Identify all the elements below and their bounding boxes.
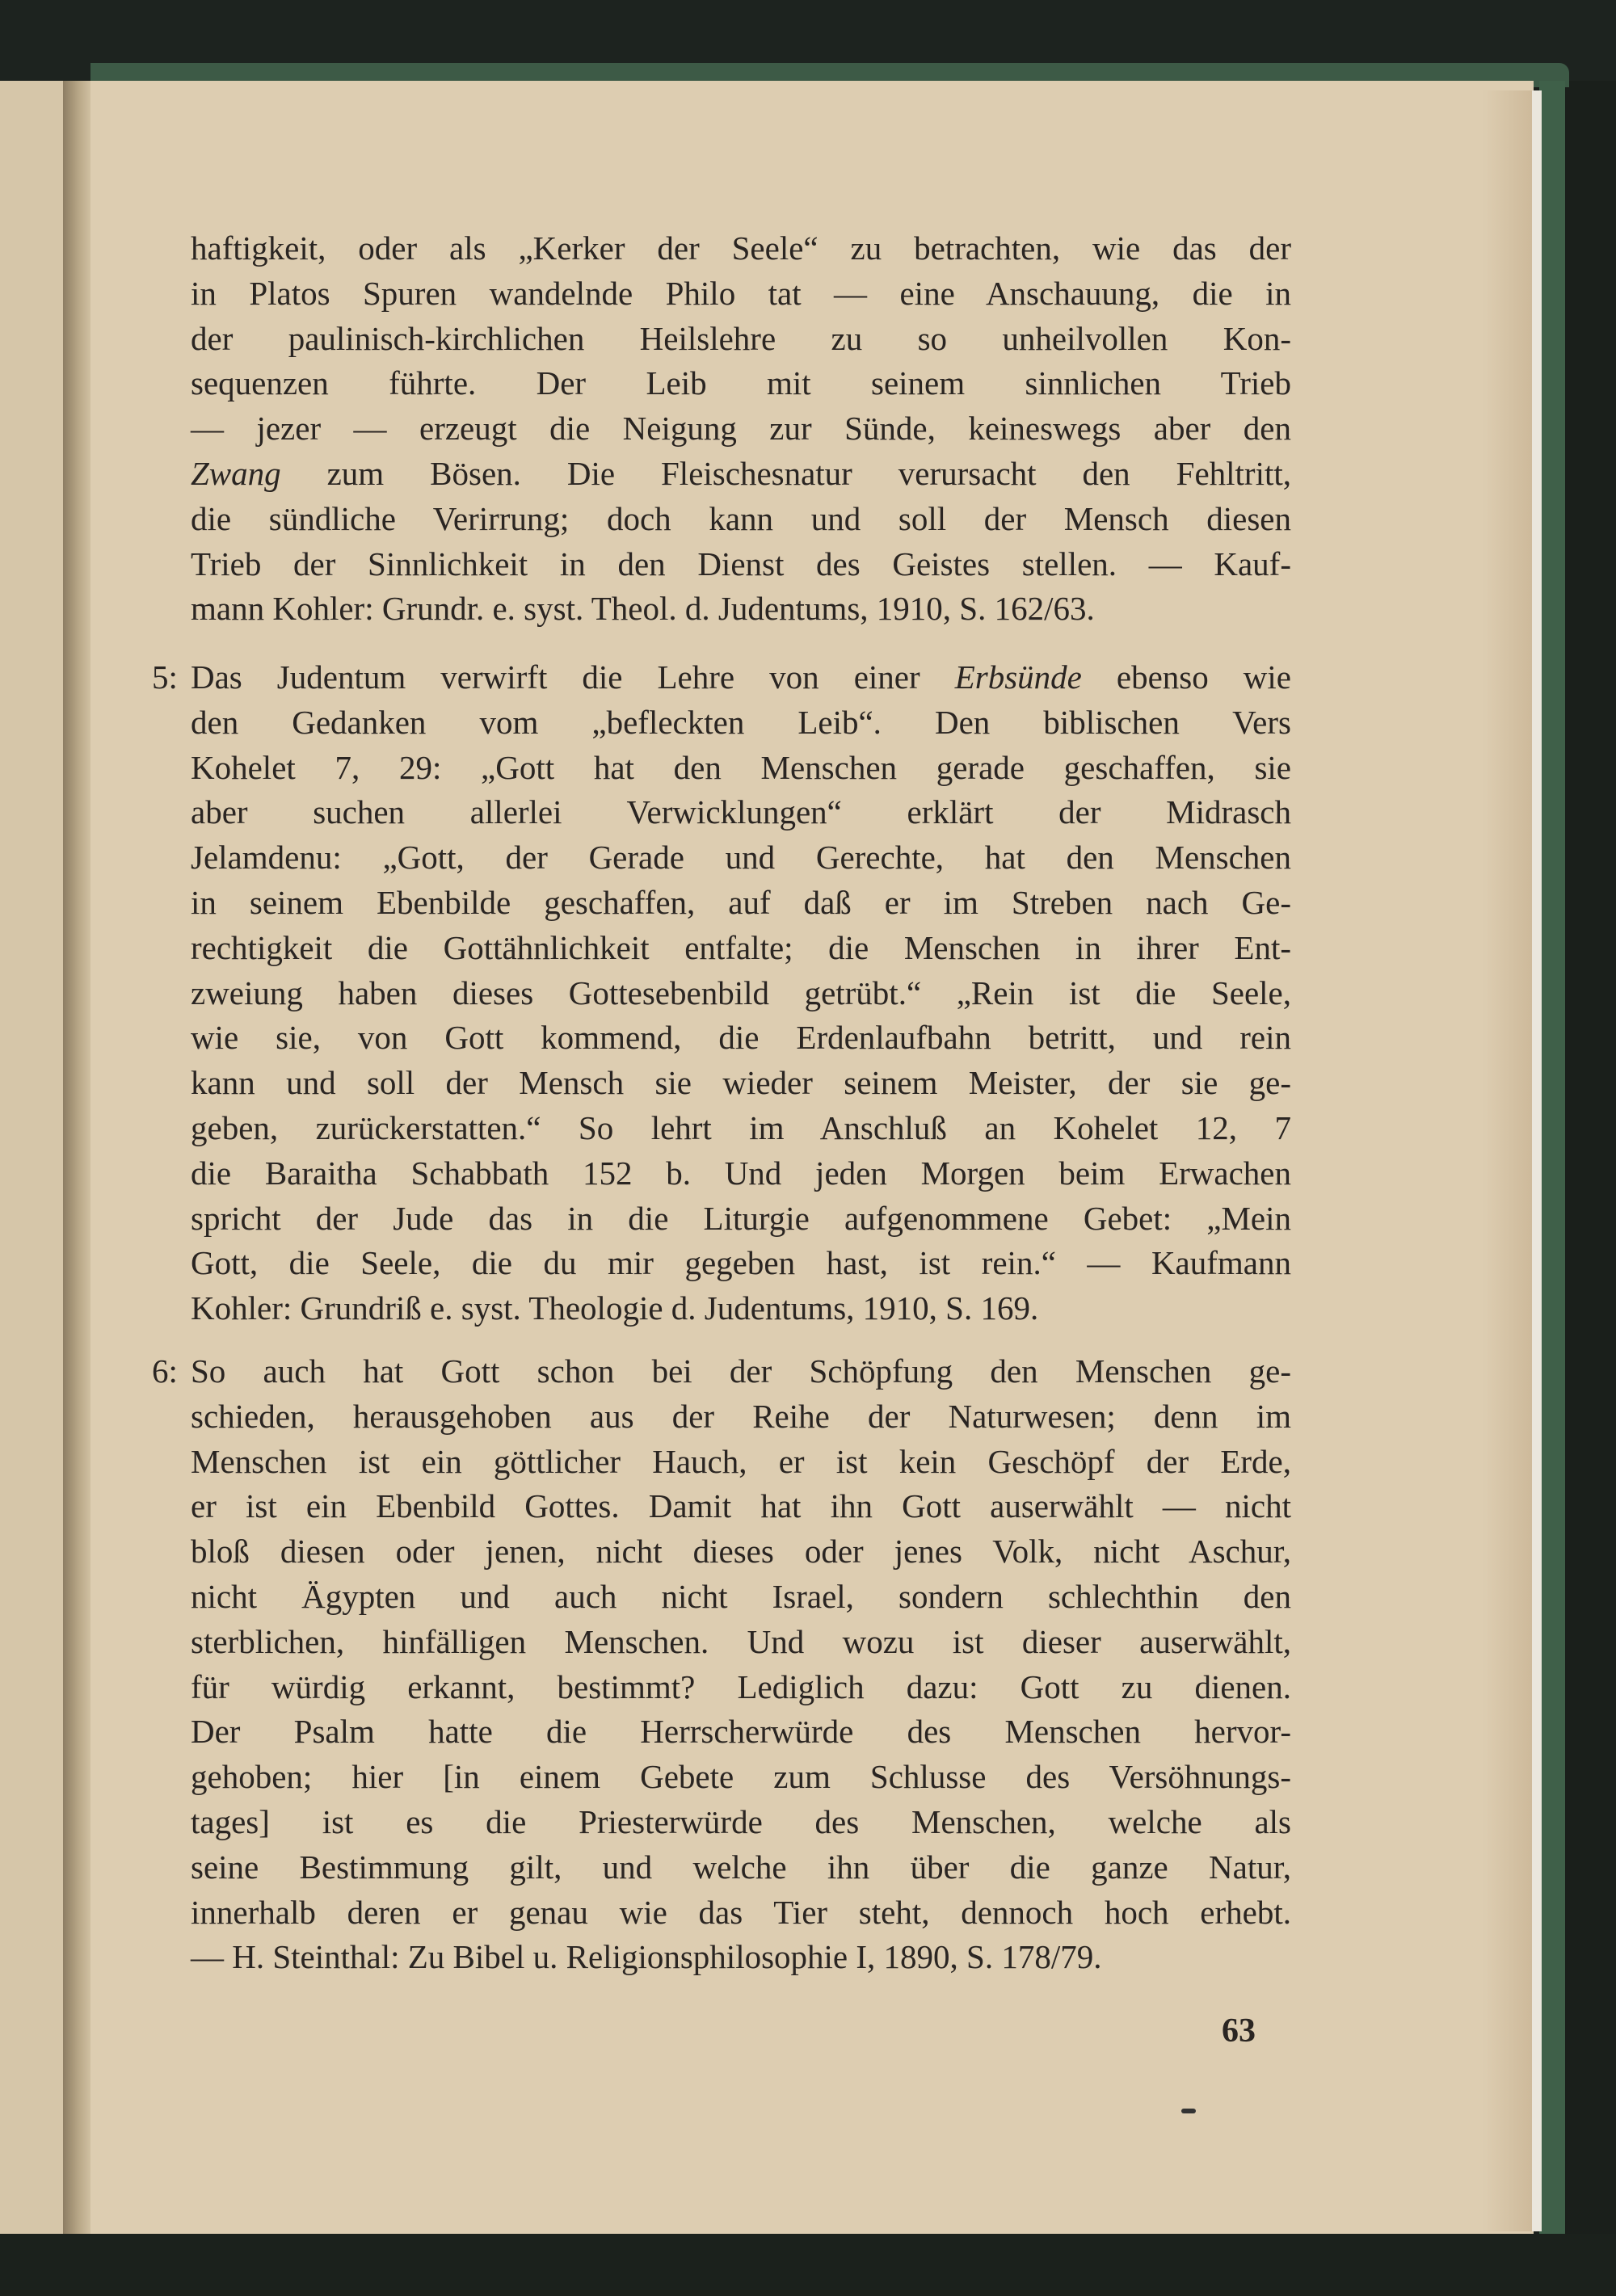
text-line bbox=[191, 1440, 1291, 1485]
text-line bbox=[191, 1890, 1291, 1936]
text-line bbox=[191, 926, 1291, 971]
text-line bbox=[191, 497, 1291, 542]
text-line bbox=[191, 587, 1291, 632]
text-line bbox=[191, 1286, 1291, 1331]
text-line bbox=[191, 1484, 1291, 1529]
facing-page-edge bbox=[0, 81, 63, 2234]
ink-speck bbox=[1181, 2109, 1196, 2113]
paragraph-continuation bbox=[191, 226, 1291, 632]
text-line bbox=[191, 361, 1291, 406]
text-line bbox=[191, 1575, 1291, 1620]
text-segment: Der Psalm hatte die Herrscherwürde des Menschen hervor- bbox=[191, 1713, 1291, 1751]
page-number: 63 bbox=[1222, 2012, 1256, 2050]
text-segment: für würdig erkannt, bestimmt? Lediglich dazu: Gott zu dienen. bbox=[191, 1667, 1291, 1705]
text-line bbox=[191, 1845, 1291, 1890]
text-segment: nicht Ägypten und auch nicht Israel, sondern schlechthin den bbox=[191, 1577, 1291, 1615]
paragraph-note-5 bbox=[191, 655, 1291, 1331]
text-line bbox=[191, 971, 1291, 1016]
text-line bbox=[191, 317, 1291, 362]
page-block-edge bbox=[1532, 90, 1542, 2231]
text-segment: — H. Steinthal: Zu Bibel u. Religionsphilosophie I, 1890, S. 178/79. bbox=[191, 1938, 1102, 1976]
text-segment: in seinem Ebenbilde geschaffen, auf daß er im Streben nach Ge- bbox=[191, 883, 1291, 921]
text-segment: den Gedanken vom „befleckten Leib“. Den biblischen Vers bbox=[191, 703, 1291, 741]
text-segment: Menschen ist ein göttlicher Hauch, er ist kein Geschöpf der Erde, bbox=[191, 1442, 1291, 1480]
text-line bbox=[191, 655, 1291, 700]
text-segment: zweiung haben dieses Gottesebenbild getrübt.“ „Rein ist die Seele, bbox=[191, 973, 1291, 1011]
text-line bbox=[191, 1935, 1291, 1980]
text-line bbox=[191, 1529, 1291, 1575]
text-line bbox=[191, 271, 1291, 317]
text-line bbox=[191, 1394, 1291, 1440]
text-segment: — jezer — erzeugt die Neigung zur Sünde, keineswegs aber den bbox=[191, 410, 1291, 448]
text-segment: ebenso wie bbox=[1081, 658, 1291, 696]
text-segment: kann und soll der Mensch sie wieder seinem Meister, der sie ge- bbox=[191, 1064, 1291, 1102]
text-line bbox=[191, 1620, 1291, 1665]
text-segment: die sündliche Verirrung; doch kann und soll der Mensch diesen bbox=[191, 499, 1291, 537]
background-bottom bbox=[0, 2234, 1616, 2296]
paragraph-note-6 bbox=[191, 1349, 1291, 1980]
text-line bbox=[191, 1800, 1291, 1845]
text-segment: schieden, herausgehoben aus der Reihe der Naturwesen; denn im bbox=[191, 1397, 1291, 1435]
text-line bbox=[191, 1016, 1291, 1061]
page-shadow bbox=[1483, 90, 1534, 2231]
text-segment: aber suchen allerlei Verwicklungen“ erklärt der Midrasch bbox=[191, 793, 1291, 831]
text-segment: er ist ein Ebenbild Gottes. Damit hat ihn Gott auserwählt — nicht bbox=[191, 1487, 1291, 1525]
text-segment: haftigkeit, oder als „Kerker der Seele“ zu betrachten, wie das der bbox=[191, 229, 1291, 267]
text-segment: zum Bösen. Die Fleischesnatur verursacht den Fehltritt, bbox=[280, 454, 1291, 492]
text-segment: sequenzen führte. Der Leib mit seinem sinnlichen Trieb bbox=[191, 364, 1291, 402]
italic-text: Zwang bbox=[191, 454, 281, 492]
text-line bbox=[191, 542, 1291, 587]
text-segment: Das Judentum verwirft die Lehre von einer bbox=[191, 658, 955, 696]
text-line bbox=[191, 1106, 1291, 1151]
text-segment: Trieb der Sinnlichkeit in den Dienst des Geistes stellen. — Kauf- bbox=[191, 545, 1291, 582]
text-segment: spricht der Jude das in die Liturgie aufgenommene Gebet: „Mein bbox=[191, 1199, 1291, 1237]
text-line bbox=[191, 835, 1291, 881]
text-line bbox=[191, 700, 1291, 746]
text-line bbox=[191, 1196, 1291, 1242]
note-number-5: 5: bbox=[152, 658, 178, 696]
text-segment: Kohler: Grundriß e. syst. Theologie d. Judentums, 1910, S. 169. bbox=[191, 1289, 1039, 1327]
text-line bbox=[191, 1755, 1291, 1800]
text-segment: tages] ist es die Priesterwürde des Menschen, welche als bbox=[191, 1802, 1291, 1840]
text-segment: seine Bestimmung gilt, und welche ihn über die ganze Natur, bbox=[191, 1848, 1291, 1886]
text-segment: die Baraitha Schabbath 152 b. Und jeden Morgen beim Erwachen bbox=[191, 1154, 1291, 1192]
text-segment: bloß diesen oder jenen, nicht dieses oder jenes Volk, nicht Aschur, bbox=[191, 1533, 1291, 1571]
text-segment: mann Kohler: Grundr. e. syst. Theol. d. Judentums, 1910, S. 162/63. bbox=[191, 590, 1095, 628]
text-segment: Jelamdenu: „Gott, der Gerade und Gerechte, hat den Menschen bbox=[191, 839, 1291, 877]
text-line bbox=[191, 452, 1291, 497]
text-segment: gehoben; hier [in einem Gebete zum Schlusse des Versöhnungs- bbox=[191, 1758, 1291, 1796]
text-segment: Kohelet 7, 29: „Gott hat den Menschen gerade geschaffen, sie bbox=[191, 748, 1291, 786]
text-segment: der paulinisch-kirchlichen Heilslehre zu so unheilvollen Kon- bbox=[191, 319, 1291, 357]
text-line bbox=[191, 1061, 1291, 1106]
book-cover-edge bbox=[1539, 81, 1565, 2236]
text-line bbox=[191, 881, 1291, 926]
text-segment: rechtigkeit die Gottähnlichkeit entfalte; die Menschen in ihrer Ent- bbox=[191, 928, 1291, 966]
text-segment: innerhalb deren er genau wie das Tier steht, dennoch hoch erhebt. bbox=[191, 1893, 1291, 1931]
text-line bbox=[191, 1709, 1291, 1755]
text-line bbox=[191, 790, 1291, 835]
note-number-6: 6: bbox=[152, 1352, 178, 1390]
text-segment: So auch hat Gott schon bei der Schöpfung den Menschen ge- bbox=[191, 1352, 1291, 1390]
text-segment: in Platos Spuren wandelnde Philo tat — eine Anschauung, die in bbox=[191, 274, 1291, 312]
text-segment: Gott, die Seele, die du mir gegeben hast, ist rein.“ — Kaufmann bbox=[191, 1244, 1291, 1282]
text-line bbox=[191, 746, 1291, 791]
text-segment: wie sie, von Gott kommend, die Erdenlaufbahn betritt, und rein bbox=[191, 1019, 1291, 1057]
text-segment: sterblichen, hinfälligen Menschen. Und wozu ist dieser auserwählt, bbox=[191, 1622, 1291, 1660]
text-segment: geben, zurückerstatten.“ So lehrt im Anschluß an Kohelet 12, 7 bbox=[191, 1108, 1291, 1146]
text-line bbox=[191, 1151, 1291, 1196]
text-line bbox=[191, 1349, 1291, 1394]
text-line bbox=[191, 1241, 1291, 1286]
book-gutter bbox=[63, 81, 92, 2234]
text-line bbox=[191, 226, 1291, 271]
text-line bbox=[191, 406, 1291, 452]
text-line bbox=[191, 1665, 1291, 1710]
italic-text: Erbsünde bbox=[954, 658, 1082, 696]
